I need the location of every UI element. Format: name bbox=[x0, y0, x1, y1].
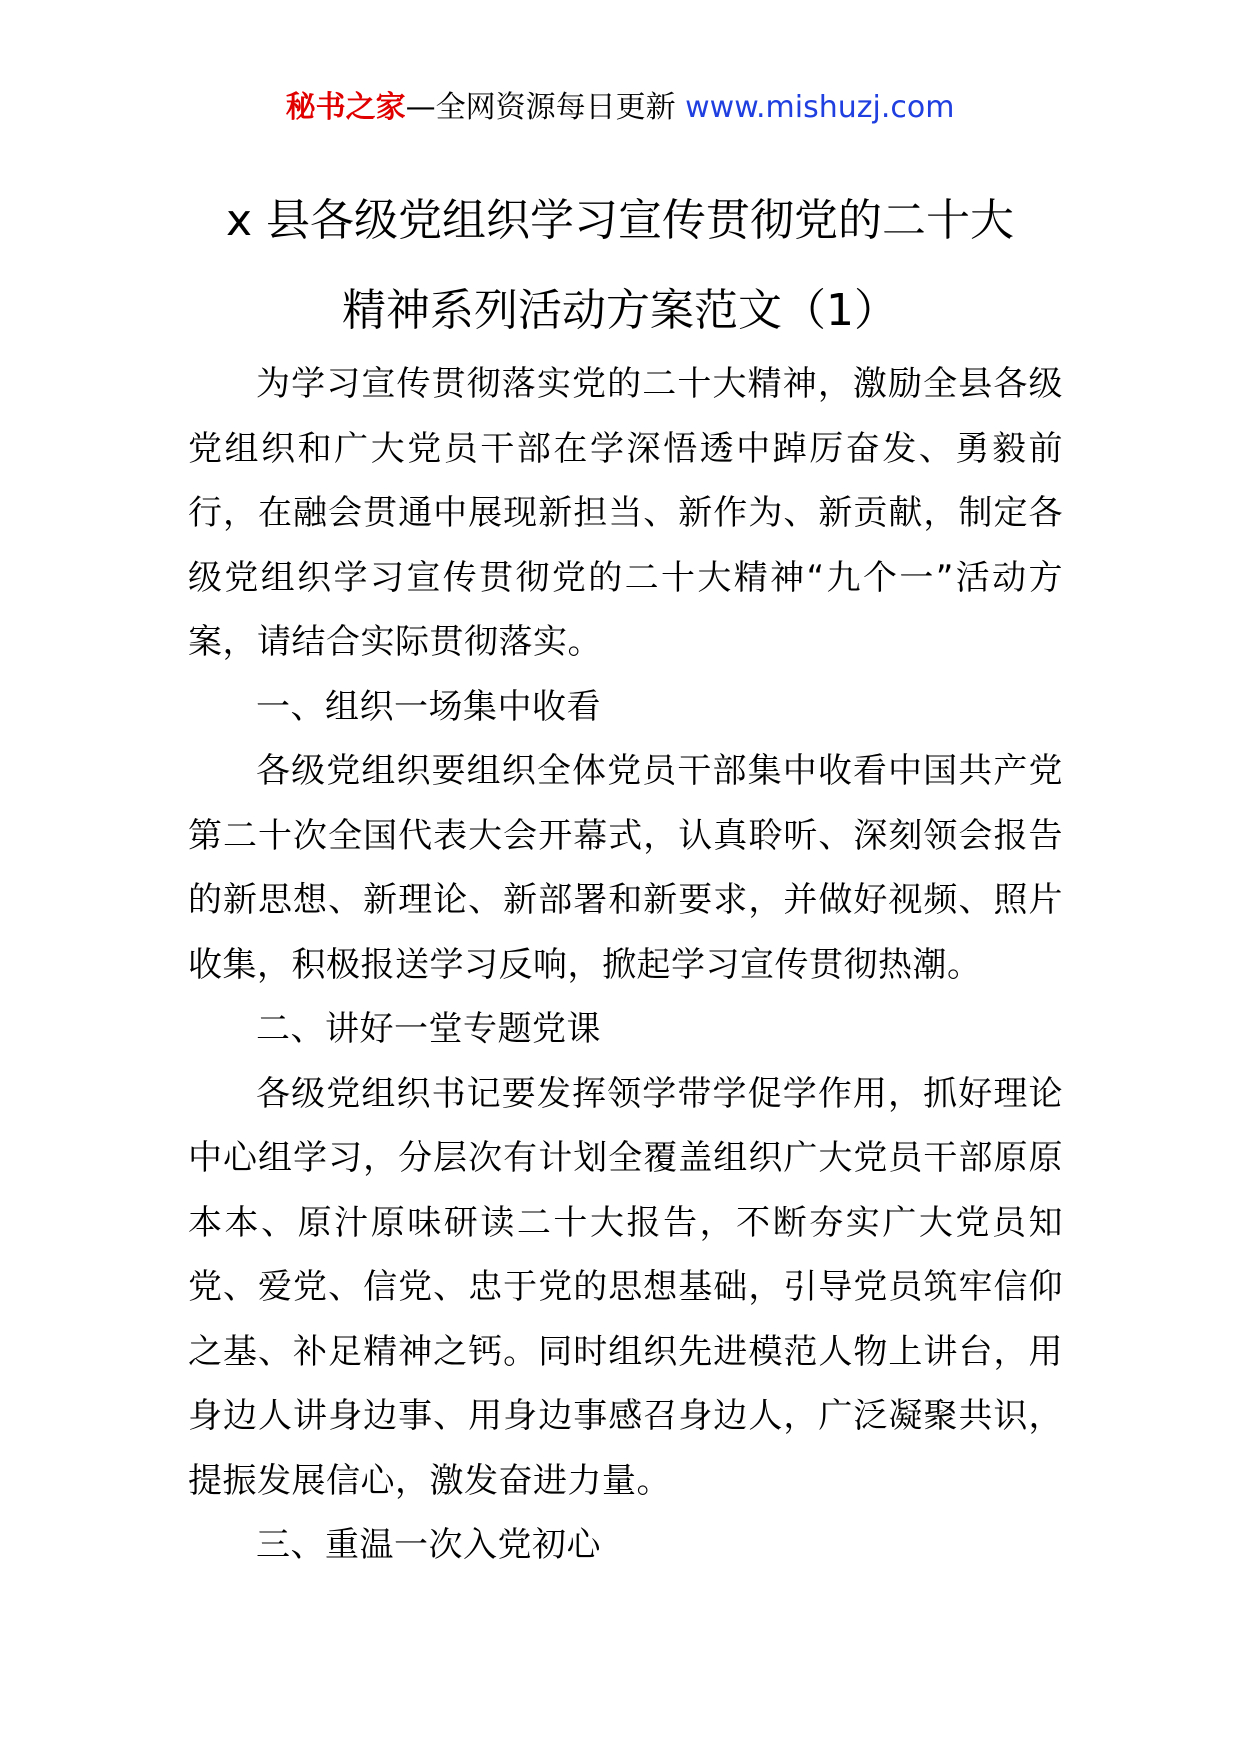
brand-name: 秘书之家 bbox=[285, 90, 406, 125]
site-url[interactable]: www.mishuzj.com bbox=[685, 90, 955, 125]
document-body bbox=[188, 352, 1063, 1578]
document-title bbox=[150, 176, 1090, 356]
section-paragraph-1: 各级党组织要组织全体党员干部集中收看中国共产党第二十次全国代表大会开幕式，认真聆听、深刻领会报告的新思想、新理论、新部署和新要求，并做好视频、照片收集，积极报送学习反响，掀起学习宣传贯彻热潮。 bbox=[188, 751, 1063, 985]
title-line-1: x 县各级党组织学习宣传贯彻党的二十大 bbox=[225, 195, 1015, 246]
title-line-2: 精神系列活动方案范文（1） bbox=[342, 285, 898, 336]
section-heading-1: 一、组织一场集中收看 bbox=[256, 686, 601, 727]
section-heading-3: 三、重温一次入党初心 bbox=[256, 1525, 601, 1565]
header-tagline: —全网资源每日更新 bbox=[405, 90, 676, 125]
section-paragraph-2: 各级党组织书记要发挥领学带学促学作用，抓好理论中心组学习，分层次有计划全覆盖组织广大党员干部原原本本、原汁原味研读二十大报告，不断夯实广大党员知党、爱党、信党、忠于党的思想基础，引导党员筑牢信仰之基、补足精神之钙。同时组织先进模范人物上讲台，用身边人讲身边事、用身边事感召身边人，广泛凝聚共识，提振发展信心，激发奋进力量。 bbox=[188, 1073, 1063, 1501]
header-banner bbox=[0, 84, 1240, 132]
section-heading-2: 二、讲好一堂专题党课 bbox=[256, 1009, 601, 1049]
intro-paragraph: 为学习宣传贯彻落实党的二十大精神，激励全县各级党组织和广大党员干部在学深悟透中踔厉奋发、勇毅前行，在融会贯通中展现新担当、新作为、新贡献，制定各级党组织学习宣传贯彻党的二十大精神“九个一”活动方案，请结合实际贯彻落实。 bbox=[188, 364, 1063, 662]
